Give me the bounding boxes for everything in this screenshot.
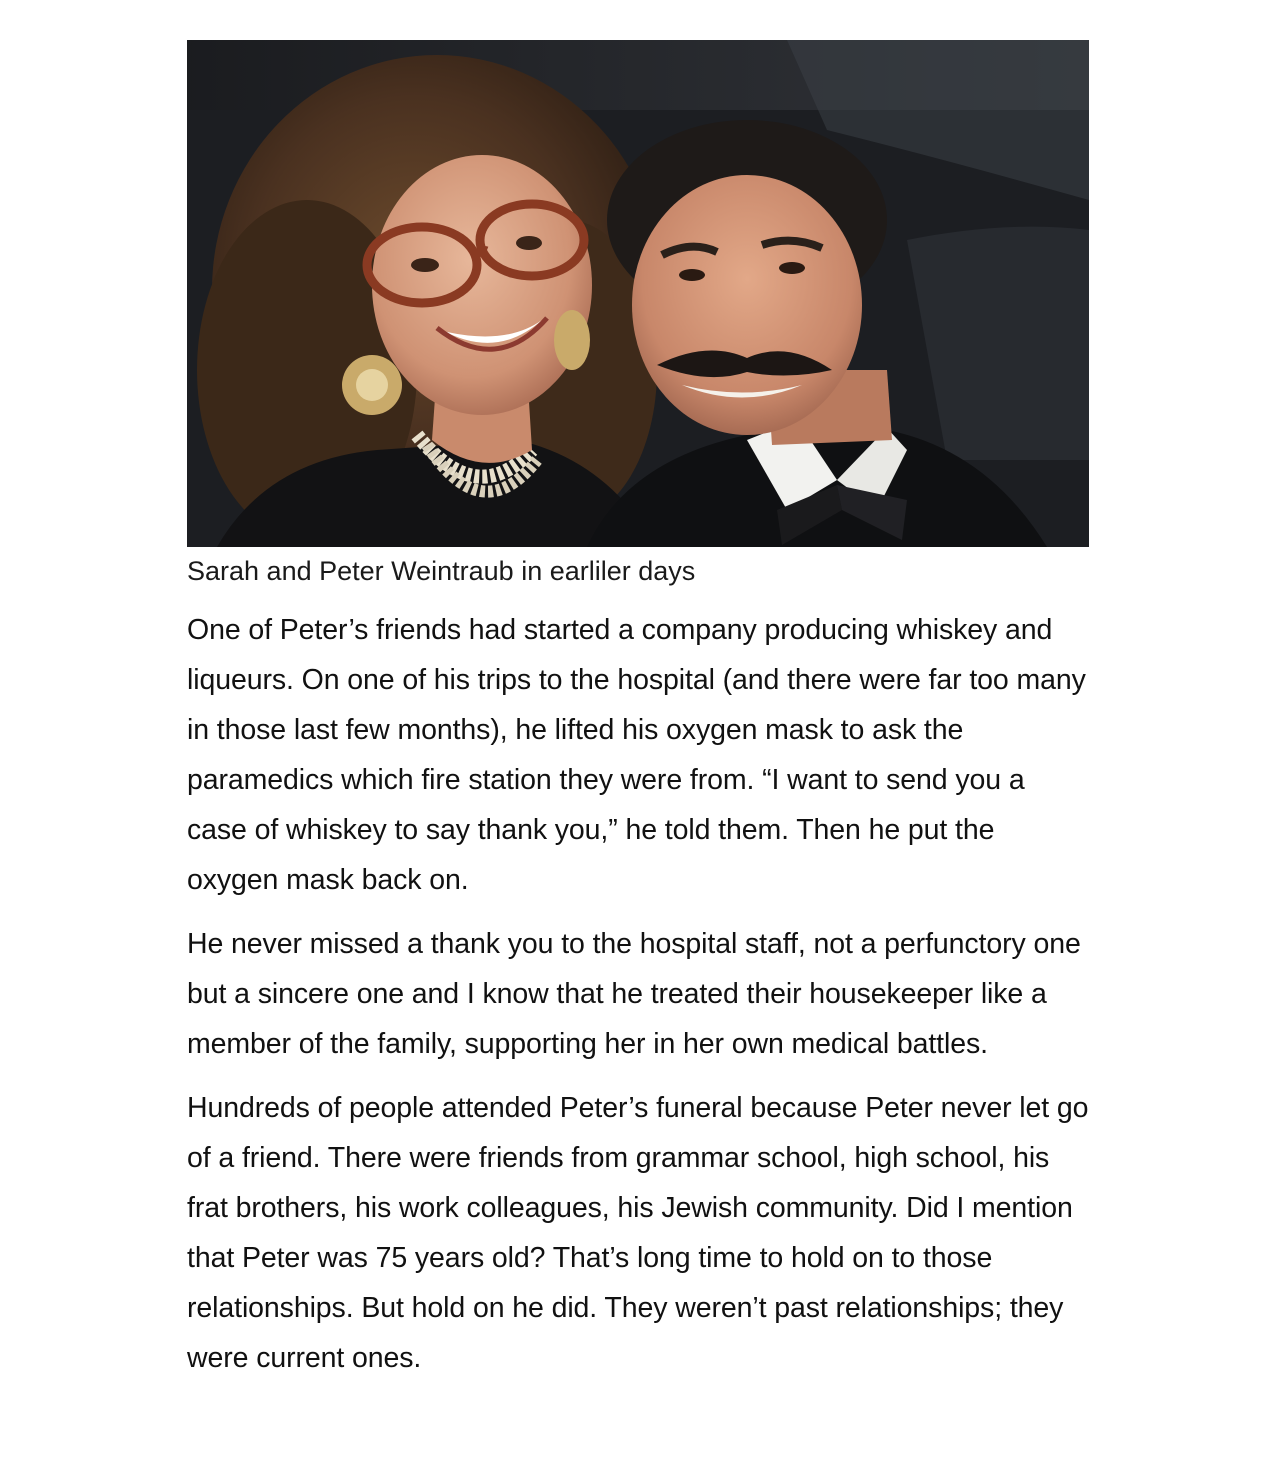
photo-caption: Sarah and Peter Weintraub in earliler days bbox=[187, 556, 696, 586]
paragraph-1: One of Peter’s friends had started a company producing whiskey and liqueurs. On one of his trips to the hospital (and there were far too many in those last few months), he lifted his oxygen mask to ask the paramedics which fire station they were from. “I want to send you a case of whiskey to say thank you,” he told them. Then he put the oxygen mask back on. bbox=[187, 614, 1086, 896]
paragraph-3: Hundreds of people attended Peter’s funeral because Peter never let go of a friend. There were friends from grammar school, high school, his frat brothers, his work colleagues, his Jewish community. Did I mention that Peter was 75 years old? That’s long time to hold on to those relationships. But hold on he did. They weren’t past relationships; they were current ones. bbox=[187, 1092, 1089, 1374]
paragraph-2: He never missed a thank you to the hospital staff, not a perfunctory one but a sincere one and I know that he treated their housekeeper like a member of the family, supporting her in her own medical battles. bbox=[187, 928, 1081, 1060]
couple-photo-illustration bbox=[187, 40, 1089, 547]
couple-photo bbox=[187, 40, 1089, 547]
article bbox=[187, 40, 1089, 1383]
